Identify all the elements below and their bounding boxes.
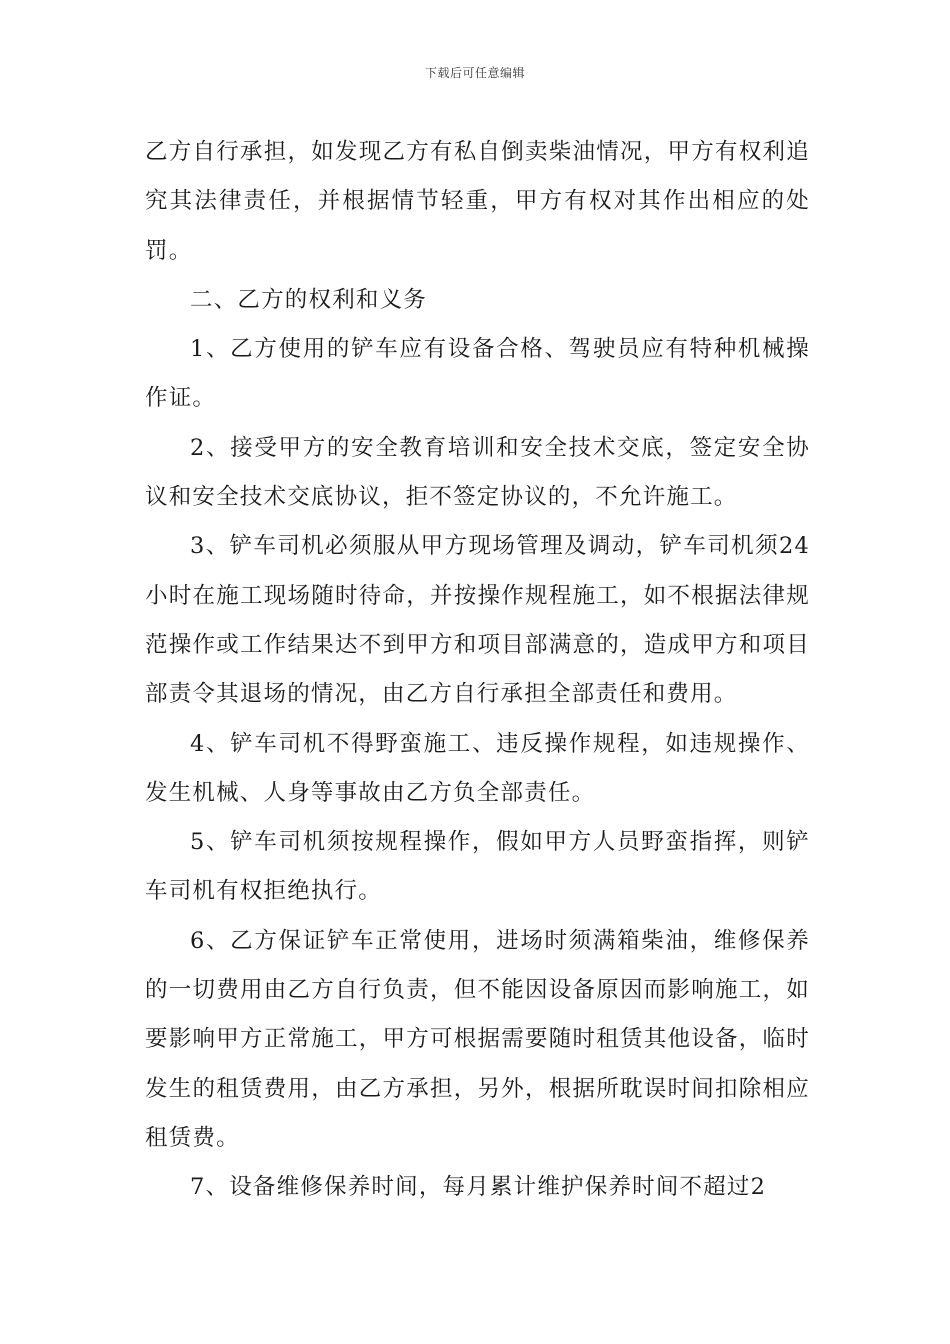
clause-7: 7、设备维修保养时间，每月累计维护保养时间不超过2 [190, 1174, 767, 1201]
clause-6: 6、乙方保证铲车正常使用，进场时须满箱柴油，维修保养的一切费用由乙方自行负责，但不能因设备原因而影响施工，如要影响甲方正常施工，甲方可根据需要随时租赁其他设备，临时发生的租赁费用，由乙方承担，另外，根据所耽误时间扣除相应租赁费。 [145, 927, 810, 1151]
clause-1: 1、乙方使用的铲车应有设备合格、驾驶员应有特种机械操作证。 [145, 336, 810, 412]
section-heading-party-b-rights: 二、乙方的权利和义务 [190, 286, 428, 313]
clause-2: 2、接受甲方的安全教育培训和安全技术交底，签定安全协议和安全技术交底协议，拒不签定协议的，不允许施工。 [145, 434, 810, 511]
header-note: 下载后可任意编辑 [424, 66, 525, 80]
clause-3: 3、铲车司机必须服从甲方现场管理及调动，铲车司机须24小时在施工现场随时待命，并按操作规程施工，如不根据法律规范操作或工作结果达不到甲方和项目部满意的，造成甲方和项目部责令其退场的情况，由乙方自行承担全部责任和费用。 [145, 533, 810, 708]
document-body [145, 128, 810, 1213]
paragraph-continuation: 乙方自行承担，如发现乙方有私自倒卖柴油情况，甲方有权利追究其法律责任，并根据情节轻重，甲方有权对其作出相应的处罚。 [145, 139, 810, 264]
clause-4: 4、铲车司机不得野蛮施工、违反操作规程，如违规操作、发生机械、人身等事故由乙方负全部责任。 [145, 730, 810, 806]
clause-5: 5、铲车司机须按规程操作，假如甲方人员野蛮指挥，则铲车司机有权拒绝执行。 [145, 829, 810, 905]
